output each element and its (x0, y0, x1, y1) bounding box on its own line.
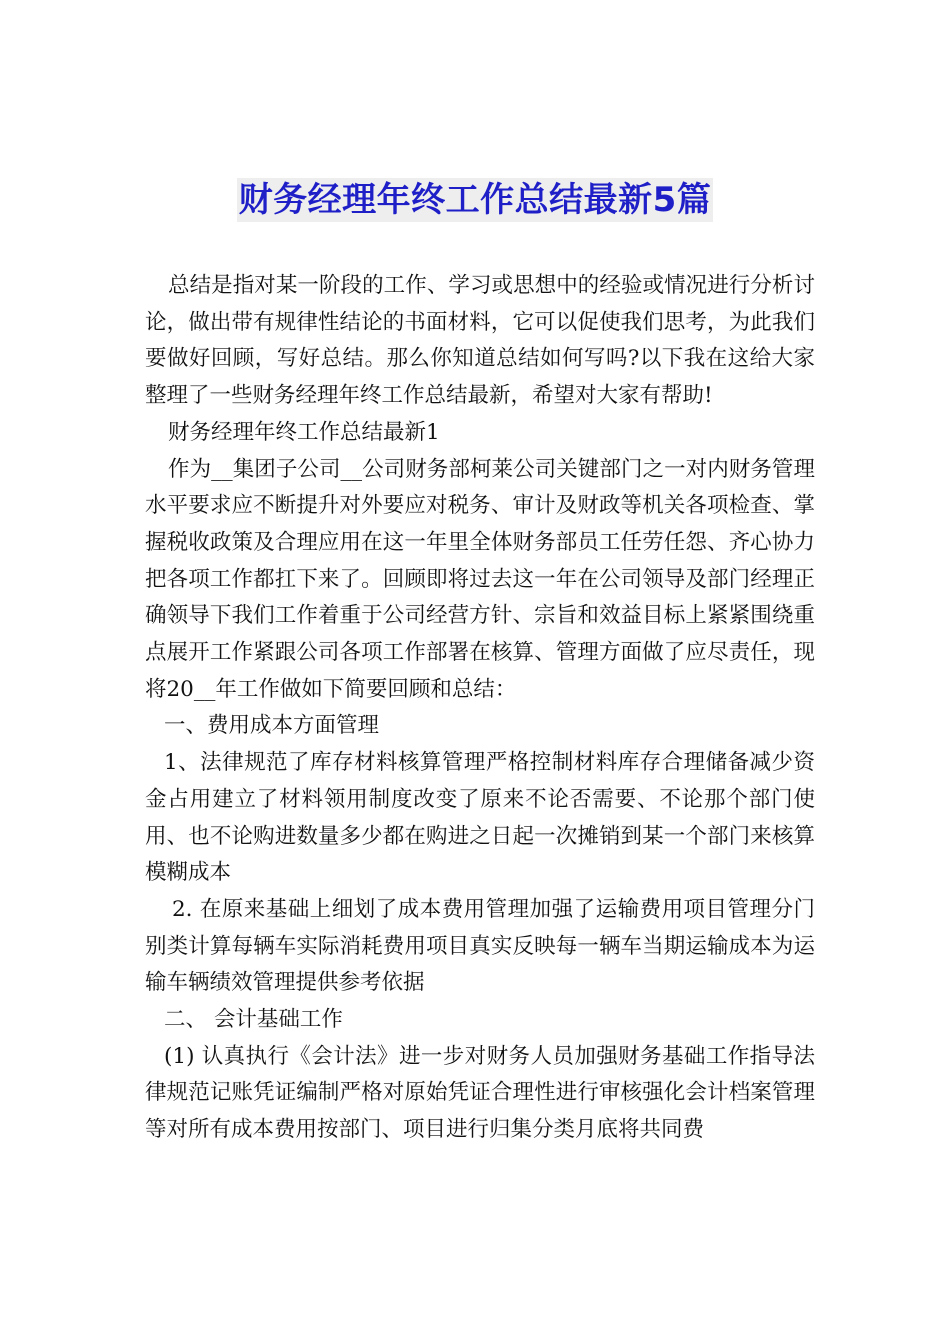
title-container (0, 178, 950, 222)
document-title: 财务经理年终工作总结最新5篇 (238, 180, 712, 220)
intro-paragraph: 总结是指对某一阶段的工作、学习或思想中的经验或情况进行分析讨论，做出带有规律性结论的书面材料，它可以促使我们思考，为此我们要做好回顾，写好总结。那么你知道总结如何写吗?以下我在这给大家整理了一些财务经理年终工作总结最新，希望对大家有帮助! (145, 273, 815, 409)
list-item-2: 2. 在原来基础上细划了成本费用管理加强了运输费用项目管理分门别类计算每辆车实际消耗费用项目真实反映每一辆车当期运输成本为运输车辆绩效管理提供参考依据 (145, 896, 815, 996)
subheading-cost-management: 一、费用成本方面管理 (164, 713, 380, 739)
section-heading-1: 财务经理年终工作总结最新1 (168, 419, 440, 445)
document-body (145, 268, 815, 1149)
list-item-accounting-1: (1) 认真执行《会计法》进一步对财务人员加强财务基础工作指导法律规范记账凭证编制严格对原始凭证合理性进行审核强化会计档案管理等对所有成本费用按部门、项目进行归集分类月底将共同费 (145, 1043, 815, 1143)
subheading-accounting-basics: 二、 会计基础工作 (164, 1007, 343, 1033)
body-paragraph: 作为__集团子公司__公司财务部柯莱公司关键部门之一对内财务管理水平要求应不断提升对外要应对税务、审计及财政等机关各项检查、掌握税收政策及合理应用在这一年里全体财务部员工任劳任怨、齐心协力把各项工作都扛下来了。回顾即将过去这一年在公司领导及部门经理正确领导下我们工作着重于公司经营方针、宗旨和效益目标上紧紧围绕重点展开工作紧跟公司各项工作部署在核算、管理方面做了应尽责任，现将20__年工作做如下简要回顾和总结： (145, 456, 815, 702)
list-item-1: 1、法律规范了库存材料核算管理严格控制材料库存合理储备减少资金占用建立了材料领用制度改变了原来不论否需要、不论那个部门使用、也不论购进数量多少都在购进之日起一次摊销到某一个部门来核算模糊成本 (145, 750, 815, 886)
